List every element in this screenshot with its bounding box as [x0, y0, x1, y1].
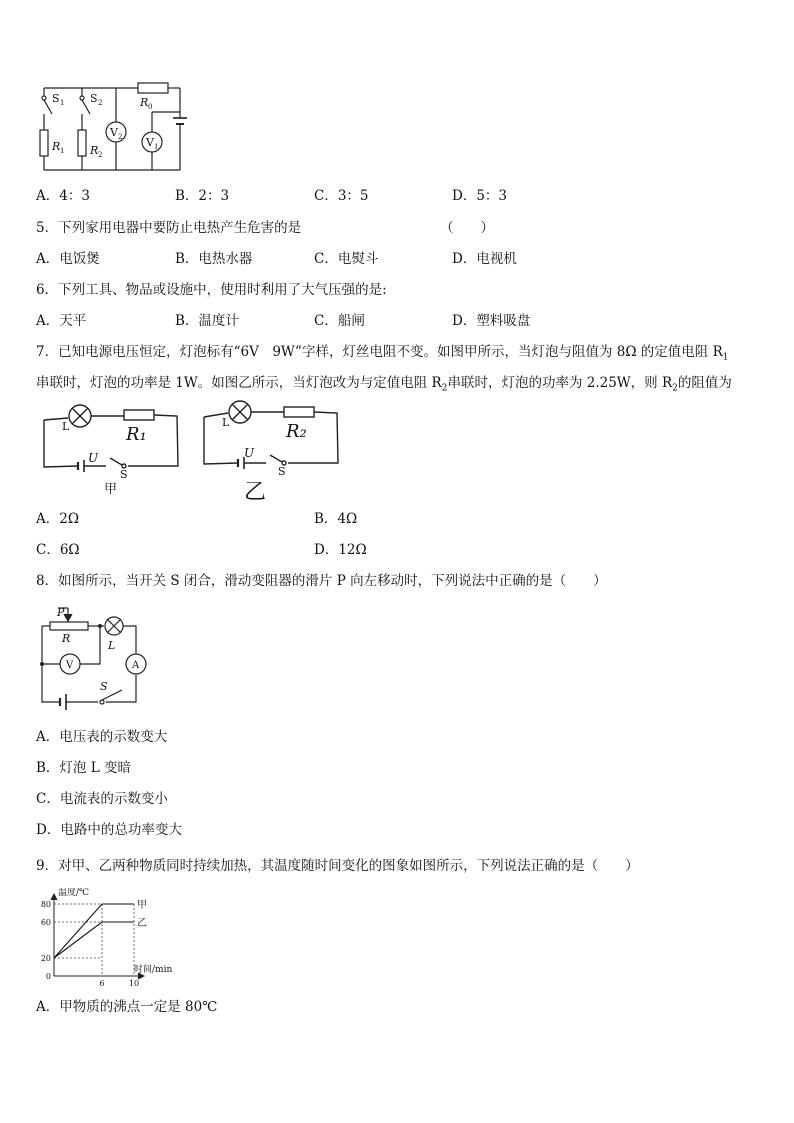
svg-text:0: 0 [148, 103, 153, 111]
q7b-l-label: L [222, 416, 230, 429]
v2-label: V [110, 126, 118, 139]
r0-label: R [140, 96, 149, 109]
q9-stem: 9．对甲、乙两种物质同时持续加热，其温度随时间变化的图象如图所示，下列说法正确的是（ ） [36, 858, 639, 874]
q7a-u-label: U [88, 451, 99, 465]
q7-figure-yi [200, 395, 345, 505]
q7b-caption: 乙 [244, 480, 267, 505]
q7-option-c[interactable]: C．6Ω [36, 542, 80, 558]
q5-option-b[interactable]: B．电热水器 [175, 251, 253, 267]
q9-option-a[interactable]: A．甲物质的沸点一定是 80℃ [36, 999, 218, 1015]
q8-p-label: P [57, 606, 65, 619]
series-label-jia: 甲 [137, 900, 147, 911]
q5-option-d[interactable]: D．电视机 [452, 251, 517, 267]
svg-text:2: 2 [98, 99, 103, 107]
q8-v-label: V [66, 660, 74, 671]
q8-r-label: R [62, 632, 71, 645]
series-line-yi [54, 922, 134, 958]
q7b-s-label: S [278, 465, 286, 478]
q8-option-d[interactable]: D．电路中的总功率变大 [36, 822, 182, 838]
x-tick-10: 10 [128, 979, 140, 988]
series-line-jia [54, 904, 134, 958]
q8-circuit-diagram [30, 602, 160, 720]
v1-label: V [146, 136, 154, 149]
q8-option-b[interactable]: B．灯泡 L 变暗 [36, 760, 131, 776]
y-tick-60: 60 [40, 918, 51, 927]
svg-text:2: 2 [118, 133, 123, 141]
y-tick-80: 80 [40, 900, 51, 909]
q7-figure-jia [40, 398, 185, 498]
q8-stem: 8．如图所示，当开关 S 闭合，滑动变阻器的滑片 P 向左移动时，下列说法中正确的是（ ） [36, 573, 607, 589]
y-axis-label: 温度/℃ [58, 888, 90, 898]
r2-label: R [90, 144, 99, 157]
q7-option-a[interactable]: A．2Ω [36, 511, 80, 527]
x-tick-6: 6 [99, 979, 105, 988]
q5-option-c[interactable]: C．电熨斗 [314, 251, 379, 267]
q7a-s-label: S [120, 468, 128, 481]
q4-option-b[interactable]: B．2：3 [175, 188, 230, 204]
q7b-u-label: U [244, 446, 255, 460]
s2-label: S [90, 92, 98, 105]
q8-s-label: S [100, 680, 108, 693]
q6-option-a[interactable]: A．天平 [36, 313, 87, 329]
q4-option-d[interactable]: D．5：3 [452, 188, 508, 204]
q8-a-label: A [132, 660, 140, 671]
series-label-yi: 乙 [137, 918, 147, 929]
svg-text:1: 1 [60, 99, 65, 107]
q7-option-b[interactable]: B．4Ω [314, 511, 358, 527]
q7a-r-label: R₁ [126, 424, 147, 445]
r1-label: R [52, 140, 61, 153]
q7b-r-label: R₂ [286, 421, 307, 442]
q6-option-c[interactable]: C．船闸 [314, 313, 365, 329]
y-tick-0: 0 [45, 972, 51, 981]
q4-option-c[interactable]: C．3：5 [314, 188, 369, 204]
q8-option-c[interactable]: C．电流表的示数变小 [36, 791, 168, 807]
q6-stem: 6．下列工具、物品或设施中，使用时利用了大气压强的是: [36, 282, 387, 298]
q6-option-b[interactable]: B．温度计 [175, 313, 239, 329]
q8-l-label: L [108, 639, 116, 652]
svg-text:1: 1 [154, 143, 159, 151]
q7a-caption: 甲 [104, 482, 118, 497]
s1-label: S [52, 92, 60, 105]
y-tick-20: 20 [40, 954, 51, 963]
q5-stem: 5．下列家用电器中要防止电热产生危害的是 [36, 220, 302, 236]
q4-circuit-diagram [30, 78, 190, 178]
q7-stem-line2: 串联时，灯泡的功率是 1W。如图乙所示，当灯泡改为与定值电阻 $R_2$串联时，灯泡的功率为 2.25W，则 $R_2$的阻值为 [36, 375, 732, 394]
q5-option-a[interactable]: A．电饭煲 [36, 251, 100, 267]
q7-stem-line1: 7．已知电源电压恒定，灯泡标有“6V 9W”字样，灯丝电阻不变。如图甲所示，当灯泡与阻值为 8Ω 的定值电阻 $R_1$ [36, 344, 729, 363]
q4-option-a[interactable]: A．4：3 [36, 188, 90, 204]
x-axis-label: 时间/min [134, 965, 173, 975]
q6-option-d[interactable]: D．塑料吸盘 [452, 313, 531, 329]
q7-option-d[interactable]: D．12Ω [314, 542, 367, 558]
q7a-l-label: L [62, 420, 70, 433]
svg-text:1: 1 [60, 147, 65, 155]
svg-text:2: 2 [98, 151, 103, 159]
q5-answer-bracket: （ ） [440, 220, 494, 236]
q9-temperature-chart [30, 888, 190, 988]
q8-option-a[interactable]: A．电压表的示数变大 [36, 729, 168, 745]
